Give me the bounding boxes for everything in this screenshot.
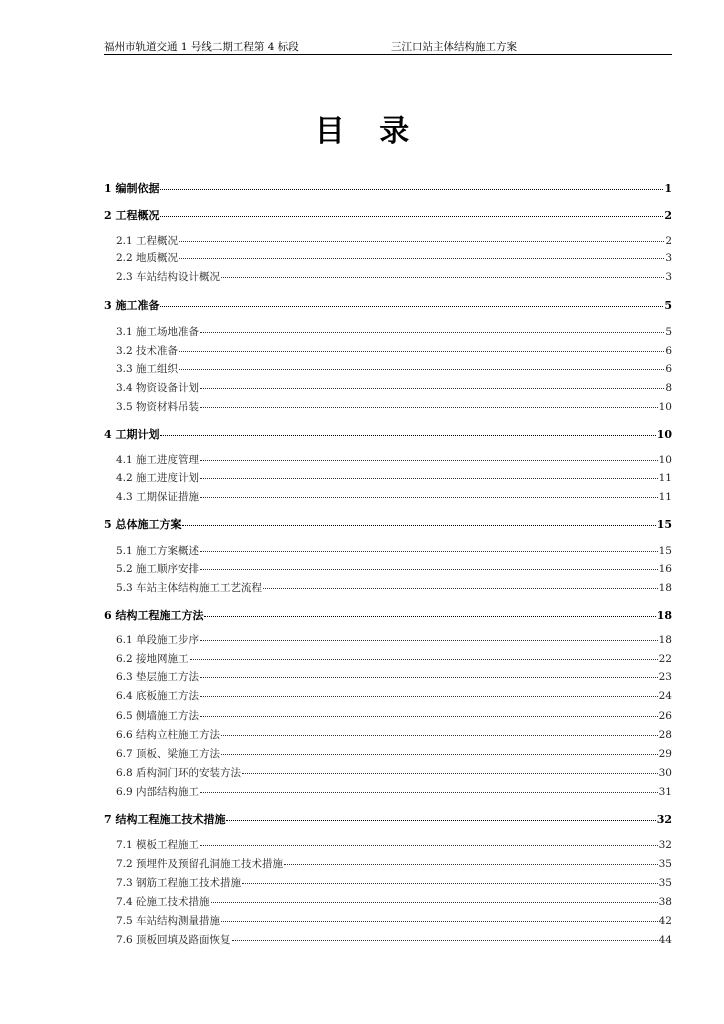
- toc-dot-leader: [242, 883, 658, 884]
- toc-dot-leader: [200, 792, 658, 793]
- toc-entry-page-number: 18: [658, 582, 672, 594]
- toc-dot-leader: [179, 351, 664, 352]
- toc-section-entry[interactable]: [116, 399, 672, 415]
- toc-dot-leader: [221, 754, 658, 755]
- toc-entry-page-number: 3: [665, 271, 672, 283]
- toc-entry-label: 4.1 施工进度管理: [116, 454, 200, 466]
- page-title: 目 录: [314, 114, 422, 149]
- toc-entry-page-number: 16: [658, 563, 672, 575]
- toc-dot-leader: [200, 569, 658, 570]
- toc-entry-page-number: 10: [658, 401, 672, 413]
- toc-section-entry[interactable]: [116, 651, 672, 667]
- toc-entry-page-number: 28: [658, 729, 672, 741]
- toc-entry-label: 6.7 顶板、梁施工方法: [116, 748, 221, 760]
- toc-section-entry[interactable]: [116, 875, 672, 891]
- toc-section-entry[interactable]: [116, 250, 672, 266]
- toc-entry-page-number: 23: [658, 671, 672, 683]
- toc-chapter-entry[interactable]: [104, 811, 672, 827]
- header-project-name: 福州市轨道交通 1 号线二期工程第 4 标段: [104, 41, 299, 53]
- toc-entry-page-number: 3: [665, 252, 672, 264]
- toc-entry-label: 3 施工准备: [104, 299, 160, 312]
- toc-entry-label: 6.2 接地网施工: [116, 653, 189, 665]
- toc-entry-label: 2 工程概况: [104, 209, 160, 222]
- toc-entry-page-number: 42: [658, 915, 672, 927]
- toc-entry-page-number: 18: [658, 634, 672, 646]
- toc-entry-label: 3.2 技术准备: [116, 345, 179, 357]
- toc-entry-label: 6.1 单段施工步序: [116, 634, 200, 646]
- toc-entry-page-number: 15: [656, 518, 672, 531]
- toc-dot-leader: [200, 332, 664, 333]
- toc-entry-label: 5.2 施工顺序安排: [116, 563, 200, 575]
- toc-entry-label: 4.3 工期保证措施: [116, 491, 200, 503]
- toc-entry-label: 7.4 砼施工技术措施: [116, 896, 210, 908]
- toc-entry-page-number: 2: [664, 209, 672, 222]
- toc-entry-page-number: 29: [658, 748, 672, 760]
- toc-section-entry[interactable]: [116, 669, 672, 685]
- toc-entry-label: 7 结构工程施工技术措施: [104, 813, 226, 826]
- toc-dot-leader: [232, 940, 658, 941]
- toc-dot-leader: [160, 189, 663, 190]
- toc-dot-leader: [179, 258, 664, 259]
- toc-entry-label: 7.6 顶板回填及路面恢复: [116, 934, 231, 946]
- toc-chapter-entry[interactable]: [104, 607, 672, 623]
- toc-entry-label: 6.6 结构立柱施工方法: [116, 729, 221, 741]
- toc-dot-leader: [211, 902, 658, 903]
- toc-section-entry[interactable]: [116, 746, 672, 762]
- toc-dot-leader: [179, 241, 664, 242]
- toc-section-entry[interactable]: [116, 856, 672, 872]
- toc-entry-label: 3.3 施工组织: [116, 363, 179, 375]
- toc-section-entry[interactable]: [116, 784, 672, 800]
- toc-dot-leader: [204, 616, 655, 617]
- toc-entry-page-number: 6: [665, 345, 672, 357]
- toc-section-entry[interactable]: [116, 380, 672, 396]
- toc-entry-page-number: 2: [665, 235, 672, 247]
- toc-dot-leader: [200, 388, 664, 389]
- toc-section-entry[interactable]: [116, 489, 672, 505]
- toc-entry-page-number: 38: [658, 896, 672, 908]
- toc-entry-label: 7.3 钢筋工程施工技术措施: [116, 877, 242, 889]
- toc-entry-label: 6.9 内部结构施工: [116, 786, 200, 798]
- toc-entry-label: 5.3 车站主体结构施工工艺流程: [116, 582, 263, 594]
- toc-section-entry[interactable]: [116, 470, 672, 486]
- toc-entry-page-number: 10: [658, 454, 672, 466]
- toc-chapter-entry[interactable]: [104, 297, 672, 313]
- toc-section-entry[interactable]: [116, 580, 672, 596]
- toc-dot-leader: [190, 659, 658, 660]
- toc-section-entry[interactable]: [116, 727, 672, 743]
- toc-entry-label: 3.5 物资材料吊装: [116, 401, 200, 413]
- toc-section-entry[interactable]: [116, 765, 672, 781]
- toc-entry-label: 7.1 模板工程施工: [116, 839, 200, 851]
- toc-entry-page-number: 24: [658, 690, 672, 702]
- toc-section-entry[interactable]: [116, 543, 672, 559]
- toc-entry-page-number: 30: [658, 767, 672, 779]
- toc-entry-page-number: 35: [658, 858, 672, 870]
- toc-entry-page-number: 32: [658, 839, 672, 851]
- toc-dot-leader: [200, 407, 658, 408]
- toc-entry-page-number: 11: [658, 472, 672, 484]
- toc-entry-page-number: 18: [656, 609, 672, 622]
- toc-dot-leader: [200, 845, 658, 846]
- toc-entry-page-number: 6: [665, 363, 672, 375]
- toc-entry-page-number: 11: [658, 491, 672, 503]
- toc-dot-leader: [263, 588, 658, 589]
- toc-dot-leader: [200, 640, 658, 641]
- toc-dot-leader: [160, 216, 663, 217]
- toc-dot-leader: [242, 773, 658, 774]
- toc-entry-page-number: 35: [658, 877, 672, 889]
- toc-dot-leader: [182, 525, 655, 526]
- toc-entry-label: 5.1 施工方案概述: [116, 545, 200, 557]
- toc-dot-leader: [221, 735, 658, 736]
- toc-entry-page-number: 10: [656, 428, 672, 441]
- toc-section-entry[interactable]: [116, 324, 672, 340]
- toc-dot-leader: [284, 864, 658, 865]
- toc-section-entry[interactable]: [116, 708, 672, 724]
- toc-dot-leader: [160, 435, 655, 436]
- toc-dot-leader: [200, 551, 658, 552]
- toc-entry-label: 7.5 车站结构测量措施: [116, 915, 221, 927]
- toc-chapter-entry[interactable]: [104, 207, 672, 223]
- toc-entry-page-number: 31: [658, 786, 672, 798]
- toc-entry-label: 3.1 施工场地准备: [116, 326, 200, 338]
- toc-section-entry[interactable]: [116, 632, 672, 648]
- toc-dot-leader: [200, 696, 658, 697]
- toc-dot-leader: [200, 460, 658, 461]
- toc-dot-leader: [160, 306, 663, 307]
- toc-dot-leader: [226, 820, 655, 821]
- toc-entry-page-number: 15: [658, 545, 672, 557]
- toc-section-entry[interactable]: [116, 837, 672, 853]
- toc-entry-page-number: 32: [656, 813, 672, 826]
- toc-entry-page-number: 22: [658, 653, 672, 665]
- toc-entry-label: 2.2 地质概况: [116, 252, 179, 264]
- toc-section-entry[interactable]: [116, 361, 672, 377]
- toc-entry-page-number: 44: [658, 934, 672, 946]
- toc-entry-page-number: 26: [658, 710, 672, 722]
- toc-section-entry[interactable]: [116, 561, 672, 577]
- toc-chapter-entry[interactable]: [104, 516, 672, 532]
- toc-dot-leader: [200, 677, 658, 678]
- toc-section-entry[interactable]: [116, 452, 672, 468]
- toc-section-entry[interactable]: [116, 343, 672, 359]
- toc-entry-label: 6.8 盾构洞门环的安装方法: [116, 767, 242, 779]
- toc-entry-label: 2.1 工程概况: [116, 235, 179, 247]
- toc-section-entry[interactable]: [116, 913, 672, 929]
- toc-section-entry[interactable]: [116, 932, 672, 948]
- toc-dot-leader: [179, 369, 664, 370]
- toc-entry-page-number: 1: [664, 182, 672, 195]
- toc-dot-leader: [200, 716, 658, 717]
- toc-dot-leader: [200, 497, 658, 498]
- toc-entry-page-number: 8: [665, 382, 672, 394]
- toc-section-entry[interactable]: [116, 233, 672, 249]
- toc-entry-label: 6 结构工程施工方法: [104, 609, 204, 622]
- toc-section-entry[interactable]: [116, 894, 672, 910]
- toc-dot-leader: [221, 921, 658, 922]
- toc-entry-label: 2.3 车站结构设计概况: [116, 271, 221, 283]
- toc-chapter-entry[interactable]: [104, 426, 672, 442]
- toc-entry-label: 6.5 侧墙施工方法: [116, 710, 200, 722]
- header-document-name: 三江口站主体结构施工方案: [391, 41, 517, 53]
- toc-entry-page-number: 5: [664, 299, 672, 312]
- toc-section-entry[interactable]: [116, 269, 672, 285]
- toc-entry-label: 1 编制依据: [104, 182, 160, 195]
- toc-entry-label: 4 工期计划: [104, 428, 160, 441]
- toc-dot-leader: [221, 277, 664, 278]
- toc-entry-label: 5 总体施工方案: [104, 518, 182, 531]
- toc-entry-label: 4.2 施工进度计划: [116, 472, 200, 484]
- toc-dot-leader: [200, 478, 658, 479]
- toc-section-entry[interactable]: [116, 688, 672, 704]
- toc-entry-label: 7.2 预埋件及预留孔洞施工技术措施: [116, 858, 284, 870]
- toc-chapter-entry[interactable]: [104, 180, 672, 196]
- toc-entry-page-number: 5: [665, 326, 672, 338]
- toc-entry-label: 3.4 物资设备计划: [116, 382, 200, 394]
- page-header: [104, 38, 672, 55]
- toc-entry-label: 6.3 垫层施工方法: [116, 671, 200, 683]
- toc-entry-label: 6.4 底板施工方法: [116, 690, 200, 702]
